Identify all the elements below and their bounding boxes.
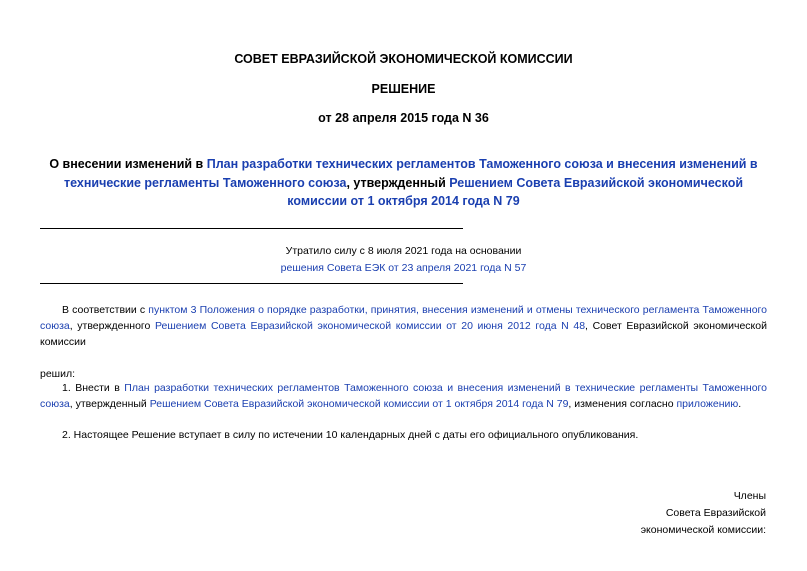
title-link-plan[interactable]: План разработки технических регламентов Таможенного союза и внесения изменений в технические регламенты Таможенного союза	[63, 157, 758, 190]
status-note	[265, 243, 542, 277]
signature-line-2: Совета Евразийской	[665, 507, 766, 519]
document-date-number: от 28 апреля 2015 года N 36	[318, 111, 489, 125]
title-link-decision[interactable]: Решением Совета Евразийской экономической комиссии от 1 октября 2014 года N 79	[287, 175, 744, 208]
p2-text-c: , изменения согласно	[568, 398, 677, 410]
title-text-2: , утвержденный	[346, 175, 450, 190]
p1-link-decision-48[interactable]: Решением Совета Евразийской экономической комиссии от 20 июня 2012 года N 48	[154, 320, 586, 332]
document-title	[40, 155, 767, 211]
p1-text-c: , Совет Евразийской экономической комиссии	[40, 320, 767, 348]
divider-top	[40, 228, 463, 229]
divider-bottom	[40, 283, 463, 284]
title-text-1: О внесении изменений в	[49, 157, 207, 171]
status-link[interactable]: решения Совета ЕЭК от 23 апреля 2021 года N 57	[280, 262, 527, 274]
clause-2-paragraph: 2. Настоящее Решение вступает в силу по истечении 10 календарных дней с даты его официального опубликования.	[62, 429, 639, 441]
signature-line-1: Члены	[733, 490, 766, 502]
document-type-heading: РЕШЕНИЕ	[371, 82, 436, 96]
p2-text-a: 1. Внести в	[62, 382, 125, 394]
p2-text-b: , утвержденный	[69, 398, 150, 410]
preamble-paragraph	[40, 302, 767, 350]
p1-text-a: В соответствии с	[62, 304, 149, 316]
p2-link-decision-79[interactable]: Решением Совета Евразийской экономической комиссии от 1 октября 2014 года N 79	[149, 398, 569, 410]
p1-text-b: , утвержденного	[69, 320, 155, 332]
p2-text-d: .	[738, 398, 742, 410]
resolved-label: решил:	[40, 368, 76, 380]
p2-link-plan[interactable]: План разработки технических регламентов Таможенного союза и внесения изменений в технические регламенты Таможенного союза	[40, 382, 767, 410]
organization-heading: СОВЕТ ЕВРАЗИЙСКОЙ ЭКОНОМИЧЕСКОЙ КОМИССИИ	[234, 52, 573, 66]
clause-1-paragraph	[40, 380, 767, 412]
status-text: Утратило силу с 8 июля 2021 года на основании	[285, 245, 522, 257]
p2-link-appendix[interactable]: приложению	[676, 398, 739, 410]
signature-block	[641, 488, 766, 539]
p1-link-regulation[interactable]: пунктом 3 Положения о порядке разработки, принятия, внесения изменений и отмены технического регламента Таможенного союза	[40, 304, 767, 332]
signature-line-3: экономической комиссии:	[640, 524, 766, 536]
